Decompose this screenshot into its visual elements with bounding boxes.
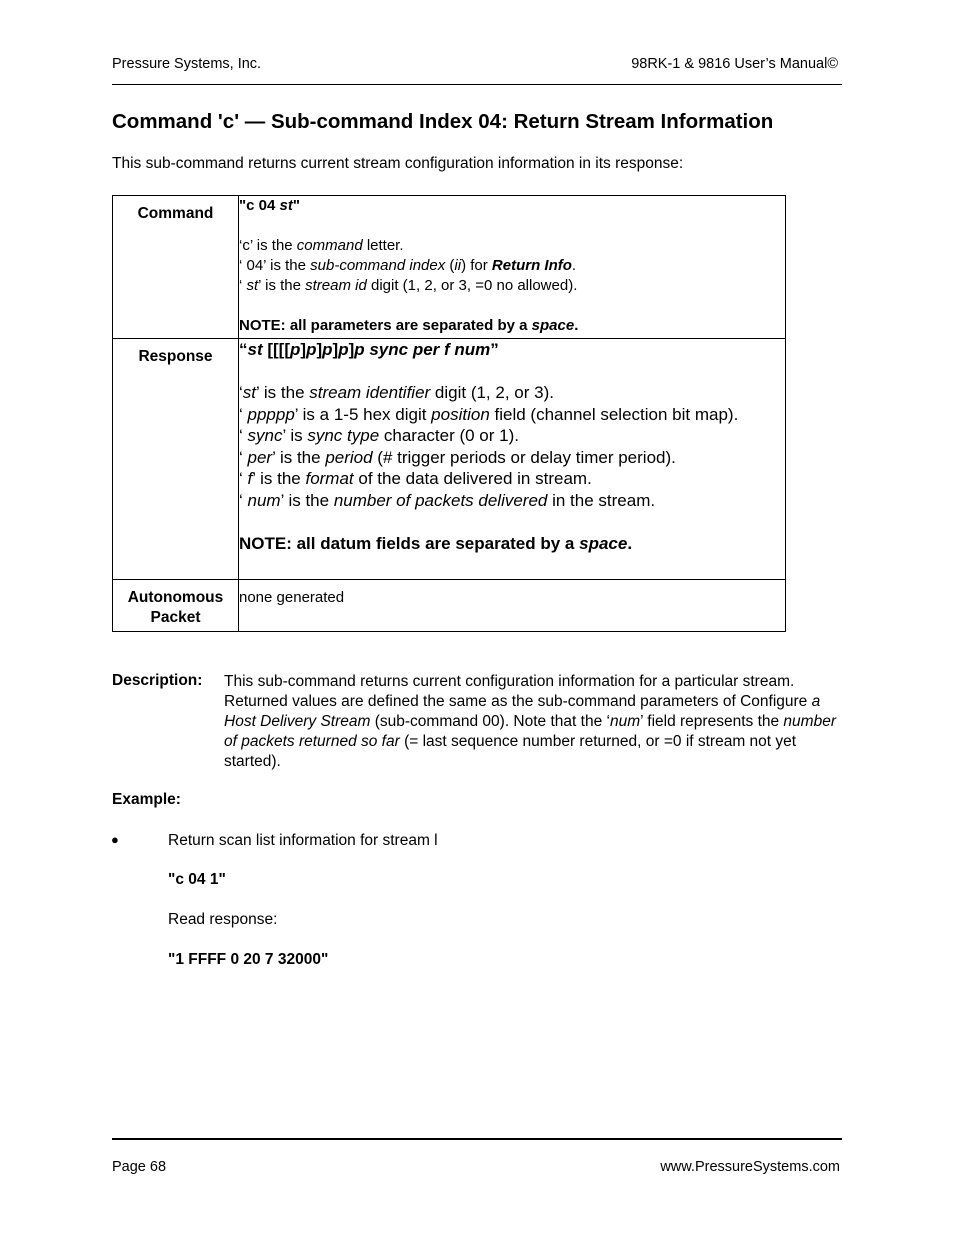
response-syntax: “st [[[[p]p]p]p]p sync per f num” (239, 340, 499, 359)
command-desc-line: ‘c’ is the command letter. (239, 237, 404, 254)
example-command: "c 04 1" (168, 871, 226, 888)
autonomous-row (113, 580, 786, 632)
command-syntax: "c 04 st" (239, 197, 300, 214)
response-note: NOTE: all datum fields are separated by a space. (239, 533, 633, 553)
response-row (113, 339, 786, 580)
example-label: Example: (112, 791, 181, 808)
autonomous-value: none generated (239, 589, 345, 606)
response-label: Response (138, 348, 213, 365)
command-cell (239, 196, 786, 339)
example-item: Return scan list information for stream l (168, 832, 438, 849)
intro-paragraph: This sub-command returns current stream configuration information in its response: (112, 155, 684, 172)
response-desc-line: ‘ per’ is the period (# trigger periods or delay timer period). (239, 447, 676, 467)
response-desc-line: ‘st’ is the stream identifier digit (1, 2, or 3). (239, 383, 554, 402)
example-read-label: Read response: (168, 911, 278, 928)
command-table (112, 195, 786, 632)
example-response: "1 FFFF 0 20 7 32000" (168, 951, 329, 968)
response-desc-line: ‘ num’ is the number of packets delivered in the stream. (239, 490, 656, 510)
response-desc-line: ‘ sync’ is sync type character (0 or 1). (239, 426, 519, 445)
description-label: Description: (112, 672, 203, 689)
response-cell (239, 339, 786, 580)
response-desc-line: ‘ ppppp’ is a 1-5 hex digit position field (channel selection bit map). (239, 404, 739, 424)
description-text: This sub-command returns current configuration information for a particular stream. Returned values are defined the same as the sub-command parameters of Configure a Host Delivery Stream (sub-command 00). Note that the ‘num’ field represents the number of packets returned so far (= last sequence number returned, or =0 if stream not yet started). (224, 673, 836, 770)
command-row (113, 196, 786, 339)
section-title: Command 'c' — Sub-command Index 04: Return Stream Information (112, 110, 774, 133)
bullet-icon: ● (111, 832, 119, 847)
header-company: Pressure Systems, Inc. (112, 56, 262, 72)
command-note: NOTE: all parameters are separated by a space. (239, 317, 579, 334)
command-desc-line: ‘ st’ is the stream id digit (1, 2, or 3, =0 no allowed). (239, 277, 578, 294)
header-rule (112, 84, 842, 85)
autonomous-label: Autonomous Packet (127, 589, 224, 626)
command-desc-line: ‘ 04’ is the sub-command index (ii) for Return Info. (239, 257, 577, 274)
response-desc-line: ‘ f’ is the format of the data delivered in stream. (239, 469, 592, 488)
footer-page-number: Page 68 (112, 1159, 167, 1175)
header-manual-title: 98RK-1 & 9816 User’s Manual© (631, 56, 838, 72)
command-label: Command (137, 205, 214, 222)
footer-rule (112, 1138, 842, 1140)
footer-website: www.PressureSystems.com (660, 1159, 840, 1175)
